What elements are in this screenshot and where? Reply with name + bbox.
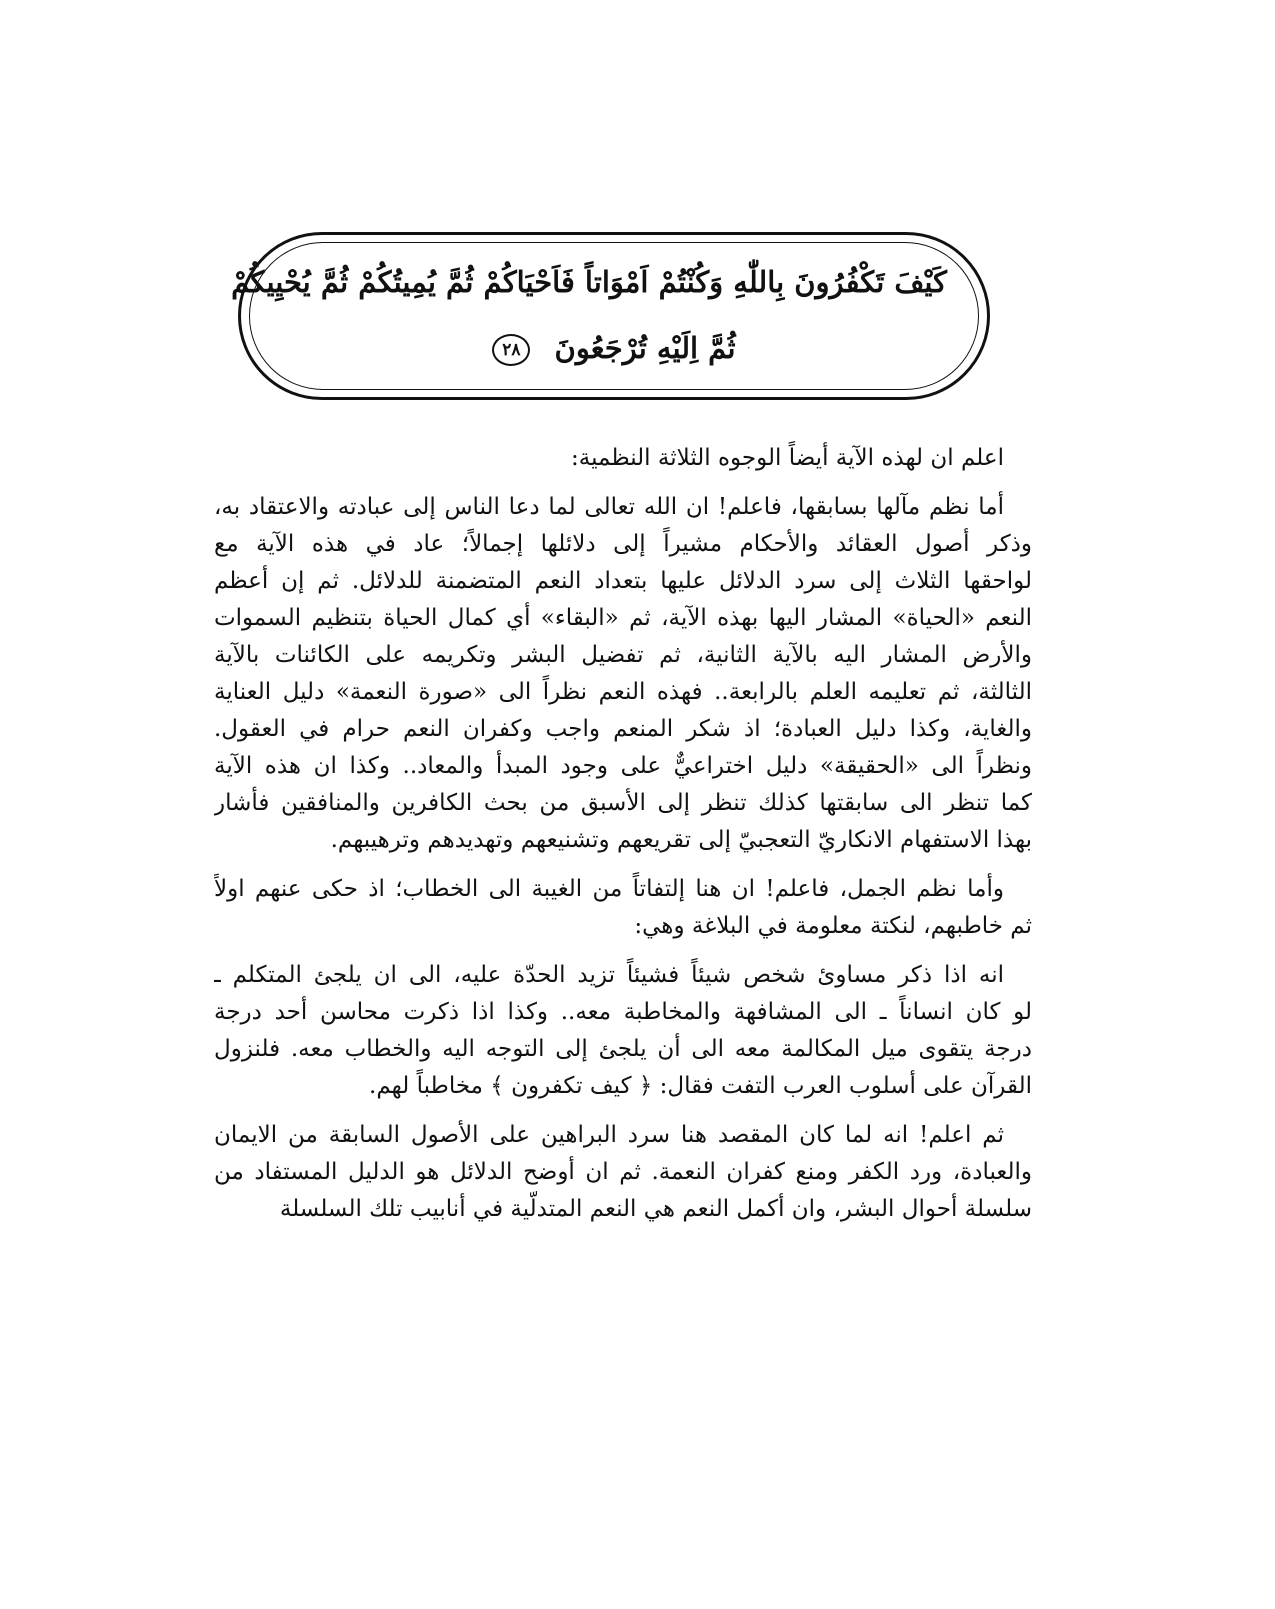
text-line: والأرض المشار اليه بالآية الثانية، ثم تفضيل البشر وتكريمه على الكائنات بالآية	[214, 642, 1032, 668]
verse-line-1: كَيْفَ تَكْفُرُونَ بِاللّٰهِ وَكُنْتُمْ اَمْوَاتاً فَاَحْيَاكُمْ ثُمَّ يُمِيتُكُمْ ثُمَّ يُحْيِيكُمْ	[231, 265, 947, 299]
paragraph	[214, 440, 1032, 477]
text-line: القرآن على أسلوب العرب التفت فقال: ﴿ كيف تكفرون ﴾ مخاطباً لهم.	[369, 1073, 1032, 1099]
text-line: كما تنظر الى سابقتها كذلك تنظر إلى الأسبق من بحث الكافرين والمنافقين فأشار	[214, 790, 1032, 816]
text-line: النعم «الحياة» المشار اليها بهذه الآية، ثم «البقاء» أي كمال الحياة بتنظيم السموات	[214, 605, 1032, 631]
text-line: ونظراً الى «الحقيقة» دليل اختراعيٌّ على وجود المبدأ والمعاد.. وكذا ان هذه الآية	[214, 753, 1032, 779]
text-line: والعبادة، ورد الكفر ومنع كفران النعمة. ثم ان أوضح الدلائل هو الدليل المستفاد من	[214, 1159, 1032, 1185]
paragraph	[214, 957, 1032, 1105]
text-line: أما نظم مآلها بسابقها، فاعلم! ان الله تعالى لما دعا الناس إلى عبادته والاعتقاد به،	[214, 494, 1004, 520]
text-line: الثالثة، ثم تعليمه العلم بالرابعة.. فهذه النعم نظراً الى «صورة النعمة» دليل العناية	[214, 679, 1032, 705]
paragraph	[214, 1117, 1032, 1228]
text-line: ثم اعلم! انه لما كان المقصد هنا سرد البراهين على الأصول السابقة من الايمان	[214, 1122, 1004, 1148]
text-line: اعلم ان لهذه الآية أيضاً الوجوه الثلاثة النظمية:	[571, 445, 1004, 471]
verse-line-2-text: ثُمَّ اِلَيْهِ تُرْجَعُونَ	[554, 331, 736, 365]
text-line: وأما نظم الجمل، فاعلم! ان هنا إلتفاتاً من الغيبة الى الخطاب؛ اذ حكى عنهم اولاً	[214, 876, 1004, 902]
text-line: ثم خاطبهم، لنكتة معلومة في البلاغة وهي:	[634, 913, 1032, 939]
verse-frame	[231, 232, 990, 400]
text-line: لواحقها الثلاث إلى سرد الدلائل عليها بتعداد النعم المتضمنة للدلائل. ثم إن أعظم	[214, 568, 1032, 594]
verse-number: ٢٨	[492, 334, 530, 366]
text-line: بهذا الاستفهام الانكاريّ التعجبيّ إلى تقريعهم وتشنيعهم وتهديدهم وترهيبهم.	[330, 827, 1032, 853]
verse-line-2	[281, 331, 947, 366]
text-line: درجة يتقوى ميل المكالمة معه الى أن يلجئ إلى التوجه اليه والخطاب معه. فلنزول	[214, 1036, 1032, 1062]
text-line: والغاية، وكذا دليل العبادة؛ اذ شكر المنعم واجب وكفران النعم حرام في العقول.	[214, 716, 1032, 742]
paragraph	[214, 871, 1032, 945]
paragraph	[214, 489, 1032, 859]
text-line: وذكر أصول العقائد والأحكام مشيراً إلى دلائلها إجمالاً؛ عاد في هذه الآية مع	[214, 531, 1032, 557]
text-line: انه اذا ذكر مساوئ شخص شيئاً فشيئاً تزيد الحدّة عليه، الى ان يلجئ المتكلم ـ	[214, 962, 1004, 988]
commentary-text	[214, 440, 1032, 1240]
text-line: سلسلة أحوال البشر، وان أكمل النعم هي النعم المتدلّية في أنابيب تلك السلسلة	[279, 1196, 1032, 1222]
text-line: لو كان انساناً ـ الى المشافهة والمخاطبة معه.. وكذا اذا ذكرت محاسن أحد درجة	[214, 999, 1032, 1025]
